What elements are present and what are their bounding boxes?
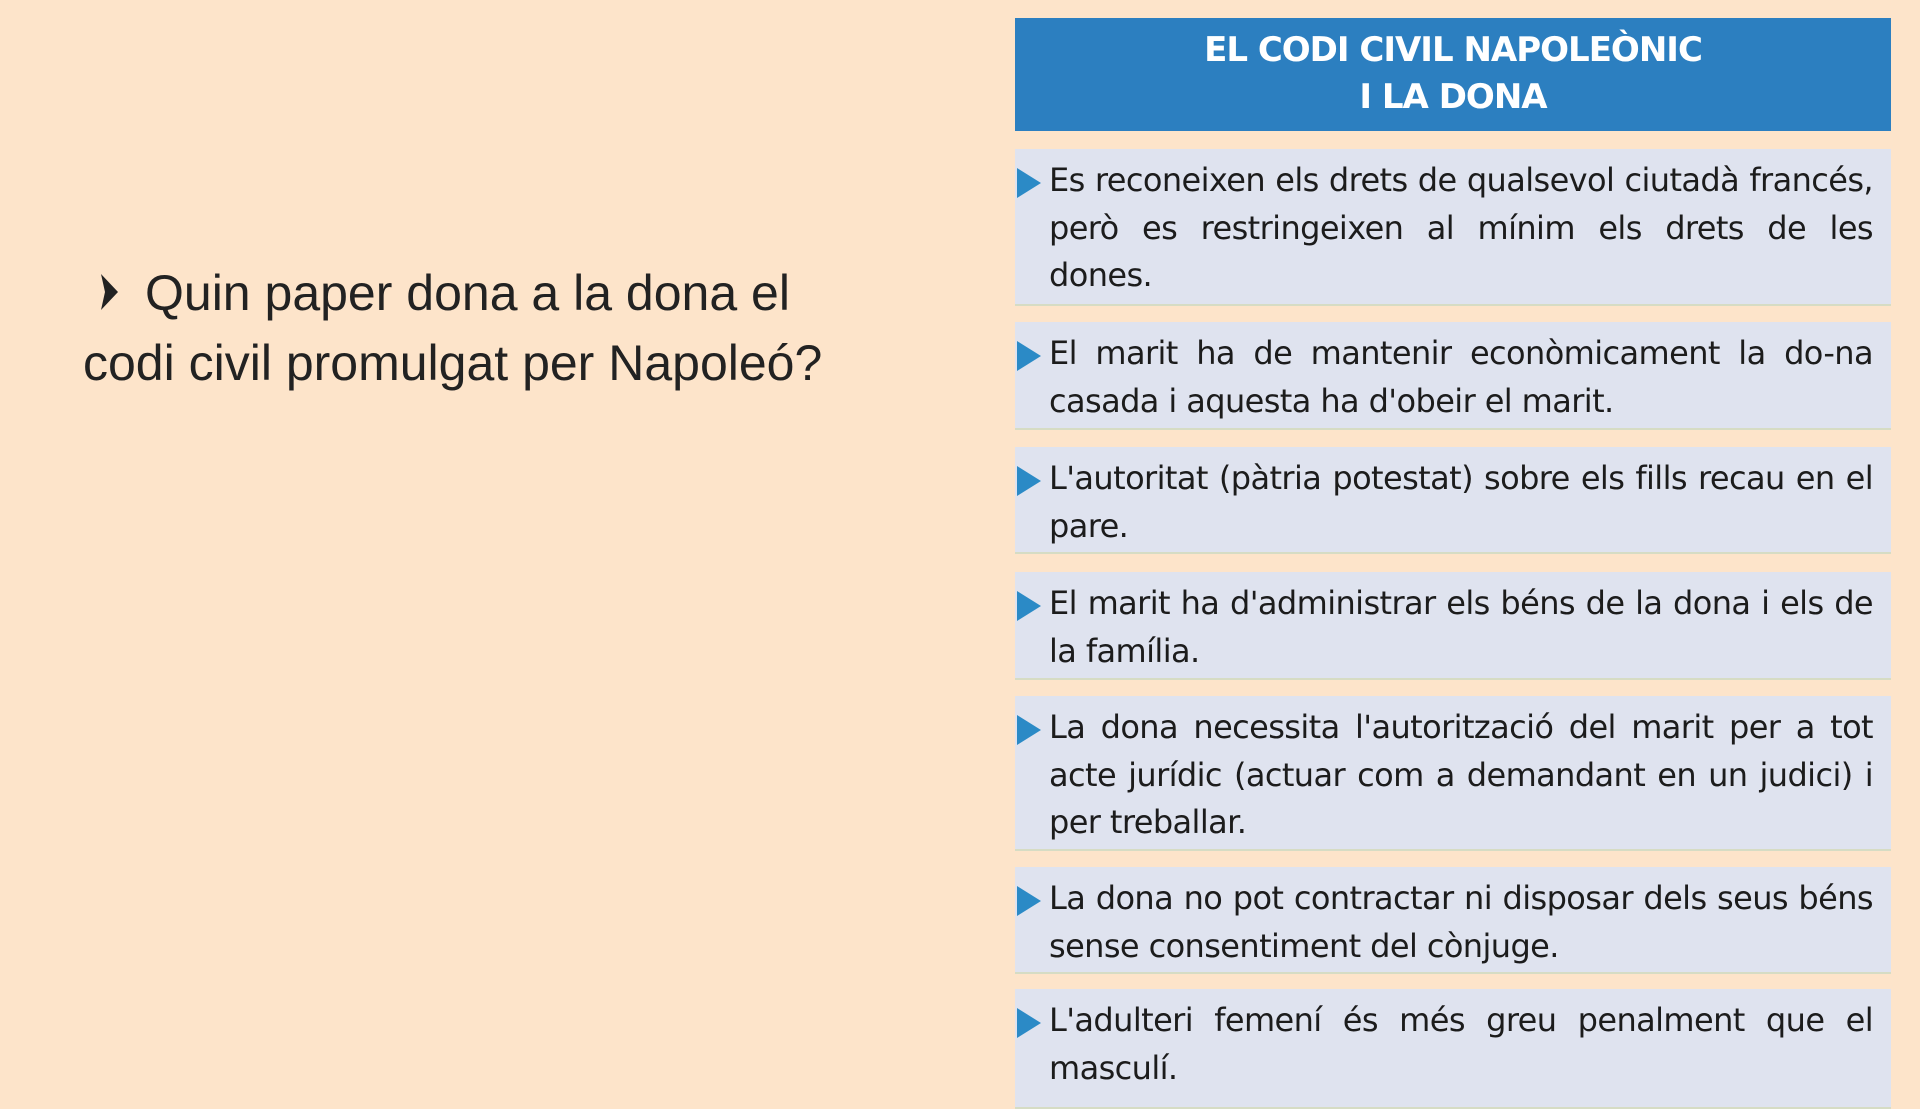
- question-text: Quin paper dona a la dona el codi civil promulgat per Napoleó?: [83, 265, 823, 391]
- list-item-text: Es reconeixen els drets de qualsevol ciutadà francés, però es restringeixen al mínim els drets de les dones.: [1049, 161, 1873, 294]
- list-item: [1015, 696, 1891, 851]
- panel-title-line1: EL CODI CIVIL NAPOLEÒNIC: [1204, 30, 1702, 70]
- list-item-text: El marit ha d'administrar els béns de la dona i els de la família.: [1049, 584, 1873, 670]
- arrow-bullet-icon: [1015, 464, 1043, 503]
- list-item: [1015, 149, 1891, 306]
- panel-title-line2: I LA DONA: [1359, 77, 1547, 117]
- list-item: [1015, 989, 1891, 1109]
- arrow-bullet-icon: [1015, 166, 1043, 205]
- list-item-text: L'adulteri femení és més greu penalment que el masculí.: [1049, 1001, 1873, 1087]
- list-item: [1015, 447, 1891, 554]
- arrow-bullet-icon: [1015, 713, 1043, 752]
- list-item-text: La dona no pot contractar ni disposar dels seus béns sense consentiment del cònjuge.: [1049, 879, 1873, 965]
- panel-header: [1015, 18, 1891, 131]
- list-item-text: El marit ha de mantenir econòmicament la do-na casada i aquesta ha d'obeir el marit.: [1049, 334, 1873, 420]
- arrow-bullet-icon: [1015, 339, 1043, 378]
- arrow-bullet-icon: [1015, 1006, 1043, 1045]
- list-item: [1015, 322, 1891, 430]
- list-item: [1015, 572, 1891, 680]
- arrow-bullet-icon: [1015, 589, 1043, 628]
- question-text-block: [83, 258, 843, 398]
- list-item-text: La dona necessita l'autorització del marit per a tot acte jurídic (actuar com a demandant en un judici) i per treballar.: [1049, 708, 1873, 841]
- arrow-bullet-icon: [83, 258, 145, 328]
- list-item: [1015, 867, 1891, 974]
- arrow-bullet-icon: [1015, 884, 1043, 923]
- list-item-text: L'autoritat (pàtria potestat) sobre els fills recau en el pare.: [1049, 459, 1873, 545]
